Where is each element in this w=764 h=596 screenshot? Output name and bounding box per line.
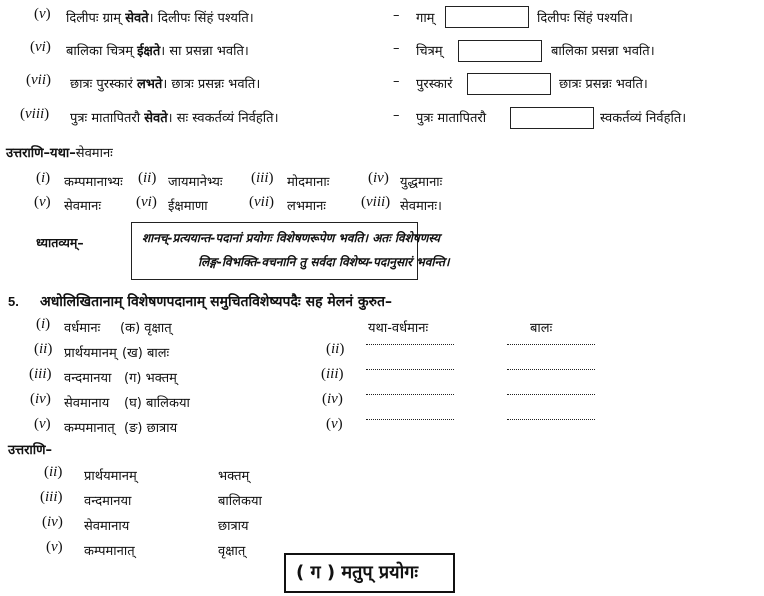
answer-item: लभमानः bbox=[287, 199, 326, 214]
blank-row-number: (iv) bbox=[322, 391, 343, 407]
answer-adjective: कम्पमानात् bbox=[84, 544, 135, 559]
answer-item-number: (viii) bbox=[361, 194, 391, 210]
left-item-number: (iii) bbox=[29, 366, 52, 382]
note-line-1: शानच्-प्रत्ययान्त-पदानां प्रयोगः विशेषणरूपेण भवति। अतः विशेषणस्य bbox=[142, 231, 440, 245]
answer-item: कम्पमानाभ्यः bbox=[64, 175, 123, 190]
answer-item-number: (i) bbox=[36, 170, 51, 186]
sentence: दिलीपः ग्राम् सेवते। दिलीपः सिंहं पश्यति। bbox=[66, 11, 254, 26]
answer-number: (iii) bbox=[40, 489, 63, 505]
left-item: वन्दमानया bbox=[64, 371, 112, 386]
blank-answer-box[interactable] bbox=[458, 40, 542, 62]
answer-item: ईक्षमाणा bbox=[168, 199, 208, 214]
blank-adjective[interactable] bbox=[366, 369, 454, 370]
section-title-box bbox=[284, 553, 455, 593]
answer-suffix: छात्रः प्रसन्नः भवति। bbox=[559, 77, 648, 92]
item-number: (viii) bbox=[20, 106, 50, 122]
answer-suffix: बालिका प्रसन्ना भवति। bbox=[551, 44, 655, 59]
note-box bbox=[131, 222, 450, 280]
answer-item: सेवमानः। bbox=[400, 199, 442, 214]
exercise-number: 5. bbox=[8, 294, 19, 309]
answers-heading: उत्तराणि– bbox=[8, 443, 53, 458]
sentence: छात्रः पुरस्कारं लभते। छात्रः प्रसन्नः भवति। bbox=[70, 77, 261, 92]
answer-item: मोदमानाः bbox=[287, 175, 330, 190]
answer-noun: वृक्षात् bbox=[218, 544, 246, 559]
blank-answer-box[interactable] bbox=[445, 6, 529, 28]
answer-prefix: चित्रम् bbox=[416, 44, 443, 59]
answer-noun: बालिकया bbox=[218, 494, 262, 509]
item-number: (vii) bbox=[26, 72, 51, 88]
left-item: प्रार्थयमानम् bbox=[64, 346, 117, 361]
left-item-number: (ii) bbox=[34, 341, 53, 357]
answer-number: (v) bbox=[46, 539, 63, 555]
answer-item: जायमानेभ्यः bbox=[168, 175, 223, 190]
answer-prefix: पुरस्कारं bbox=[416, 77, 453, 92]
answer-number: (iv) bbox=[42, 514, 63, 530]
answer-item-number: (iv) bbox=[368, 170, 389, 186]
answer-prefix: पुत्रः मातापितरौ bbox=[416, 111, 487, 126]
blank-noun[interactable] bbox=[507, 369, 595, 370]
blank-row-number: (ii) bbox=[326, 341, 345, 357]
dash: – bbox=[393, 8, 400, 23]
blank-row-number: (v) bbox=[326, 416, 343, 432]
section-title: ( ग ) मतुप् प्रयोगः bbox=[296, 562, 419, 583]
example-label: यथा-वर्धमानः bbox=[368, 321, 429, 336]
exercise-instruction: अधोलिखितानाम् विशेषणपदानाम् समुचितविशेष्यपदैः सह मेलनं कुरुत– bbox=[40, 294, 392, 310]
answer-suffix: दिलीपः सिंहं पश्यति। bbox=[537, 11, 633, 26]
answer-item: सेवमानः bbox=[64, 199, 101, 214]
dash: – bbox=[393, 74, 400, 89]
answer-item: युद्धमानाः bbox=[400, 175, 443, 190]
dash: – bbox=[393, 41, 400, 56]
right-item: (ङ) छात्राय bbox=[124, 421, 178, 436]
note-label: ध्यातव्यम्– bbox=[36, 235, 84, 250]
blank-noun[interactable] bbox=[507, 394, 595, 395]
sentence: पुत्रः मातापितरौ सेवते। सः स्वकर्तव्यं निर्वहति। bbox=[70, 111, 279, 126]
answer-item-number: (vii) bbox=[249, 194, 274, 210]
left-item-number: (i) bbox=[36, 316, 51, 332]
answer-adjective: सेवमानाय bbox=[84, 519, 130, 534]
note-line-2: लिङ्ग-विभक्ति-वचनानि तु सर्वदा विशेष्य-पदानुसारं भवन्ति। bbox=[198, 255, 450, 269]
blank-answer-box[interactable] bbox=[467, 73, 551, 95]
blank-adjective[interactable] bbox=[366, 394, 454, 395]
answer-item-number: (iii) bbox=[251, 170, 274, 186]
blank-row-number: (iii) bbox=[321, 366, 344, 382]
right-item: (क) वृक्षात् bbox=[120, 321, 172, 336]
dash: – bbox=[393, 108, 400, 123]
answer-item-number: (vi) bbox=[136, 194, 157, 210]
left-item-number: (iv) bbox=[30, 391, 51, 407]
right-item: (घ) बालिकया bbox=[124, 396, 190, 411]
right-item: (ग) भक्तम् bbox=[124, 371, 177, 386]
left-item: वर्धमानः bbox=[64, 321, 101, 336]
right-item: (ख) बालः bbox=[122, 346, 170, 361]
answer-noun: छात्राय bbox=[218, 519, 249, 534]
answer-adjective: प्रार्थयमानम् bbox=[84, 469, 137, 484]
sentence: बालिका चित्रम् ईक्षते। सा प्रसन्ना भवति। bbox=[66, 44, 249, 59]
item-number: (v) bbox=[34, 6, 51, 22]
item-number: (vi) bbox=[30, 39, 51, 55]
blank-noun[interactable] bbox=[507, 344, 595, 345]
blank-noun[interactable] bbox=[507, 419, 595, 420]
blank-adjective[interactable] bbox=[366, 344, 454, 345]
blank-answer-box[interactable] bbox=[510, 107, 594, 129]
answer-item-number: (ii) bbox=[138, 170, 157, 186]
example-answer: बालः bbox=[530, 321, 553, 336]
answer-adjective: वन्दमानया bbox=[84, 494, 132, 509]
left-item-number: (v) bbox=[34, 416, 51, 432]
answer-noun: भक्तम् bbox=[218, 469, 250, 484]
answer-number: (ii) bbox=[44, 464, 63, 480]
left-item: कम्पमानात् bbox=[64, 421, 115, 436]
answer-suffix: स्वकर्तव्यं निर्वहति। bbox=[600, 111, 687, 126]
left-item: सेवमानाय bbox=[64, 396, 110, 411]
answer-item-number: (v) bbox=[34, 194, 51, 210]
blank-adjective[interactable] bbox=[366, 419, 454, 420]
answers-heading: उत्तराणि–यथा–सेवमानः bbox=[6, 146, 113, 161]
answer-prefix: गाम् bbox=[416, 11, 435, 26]
